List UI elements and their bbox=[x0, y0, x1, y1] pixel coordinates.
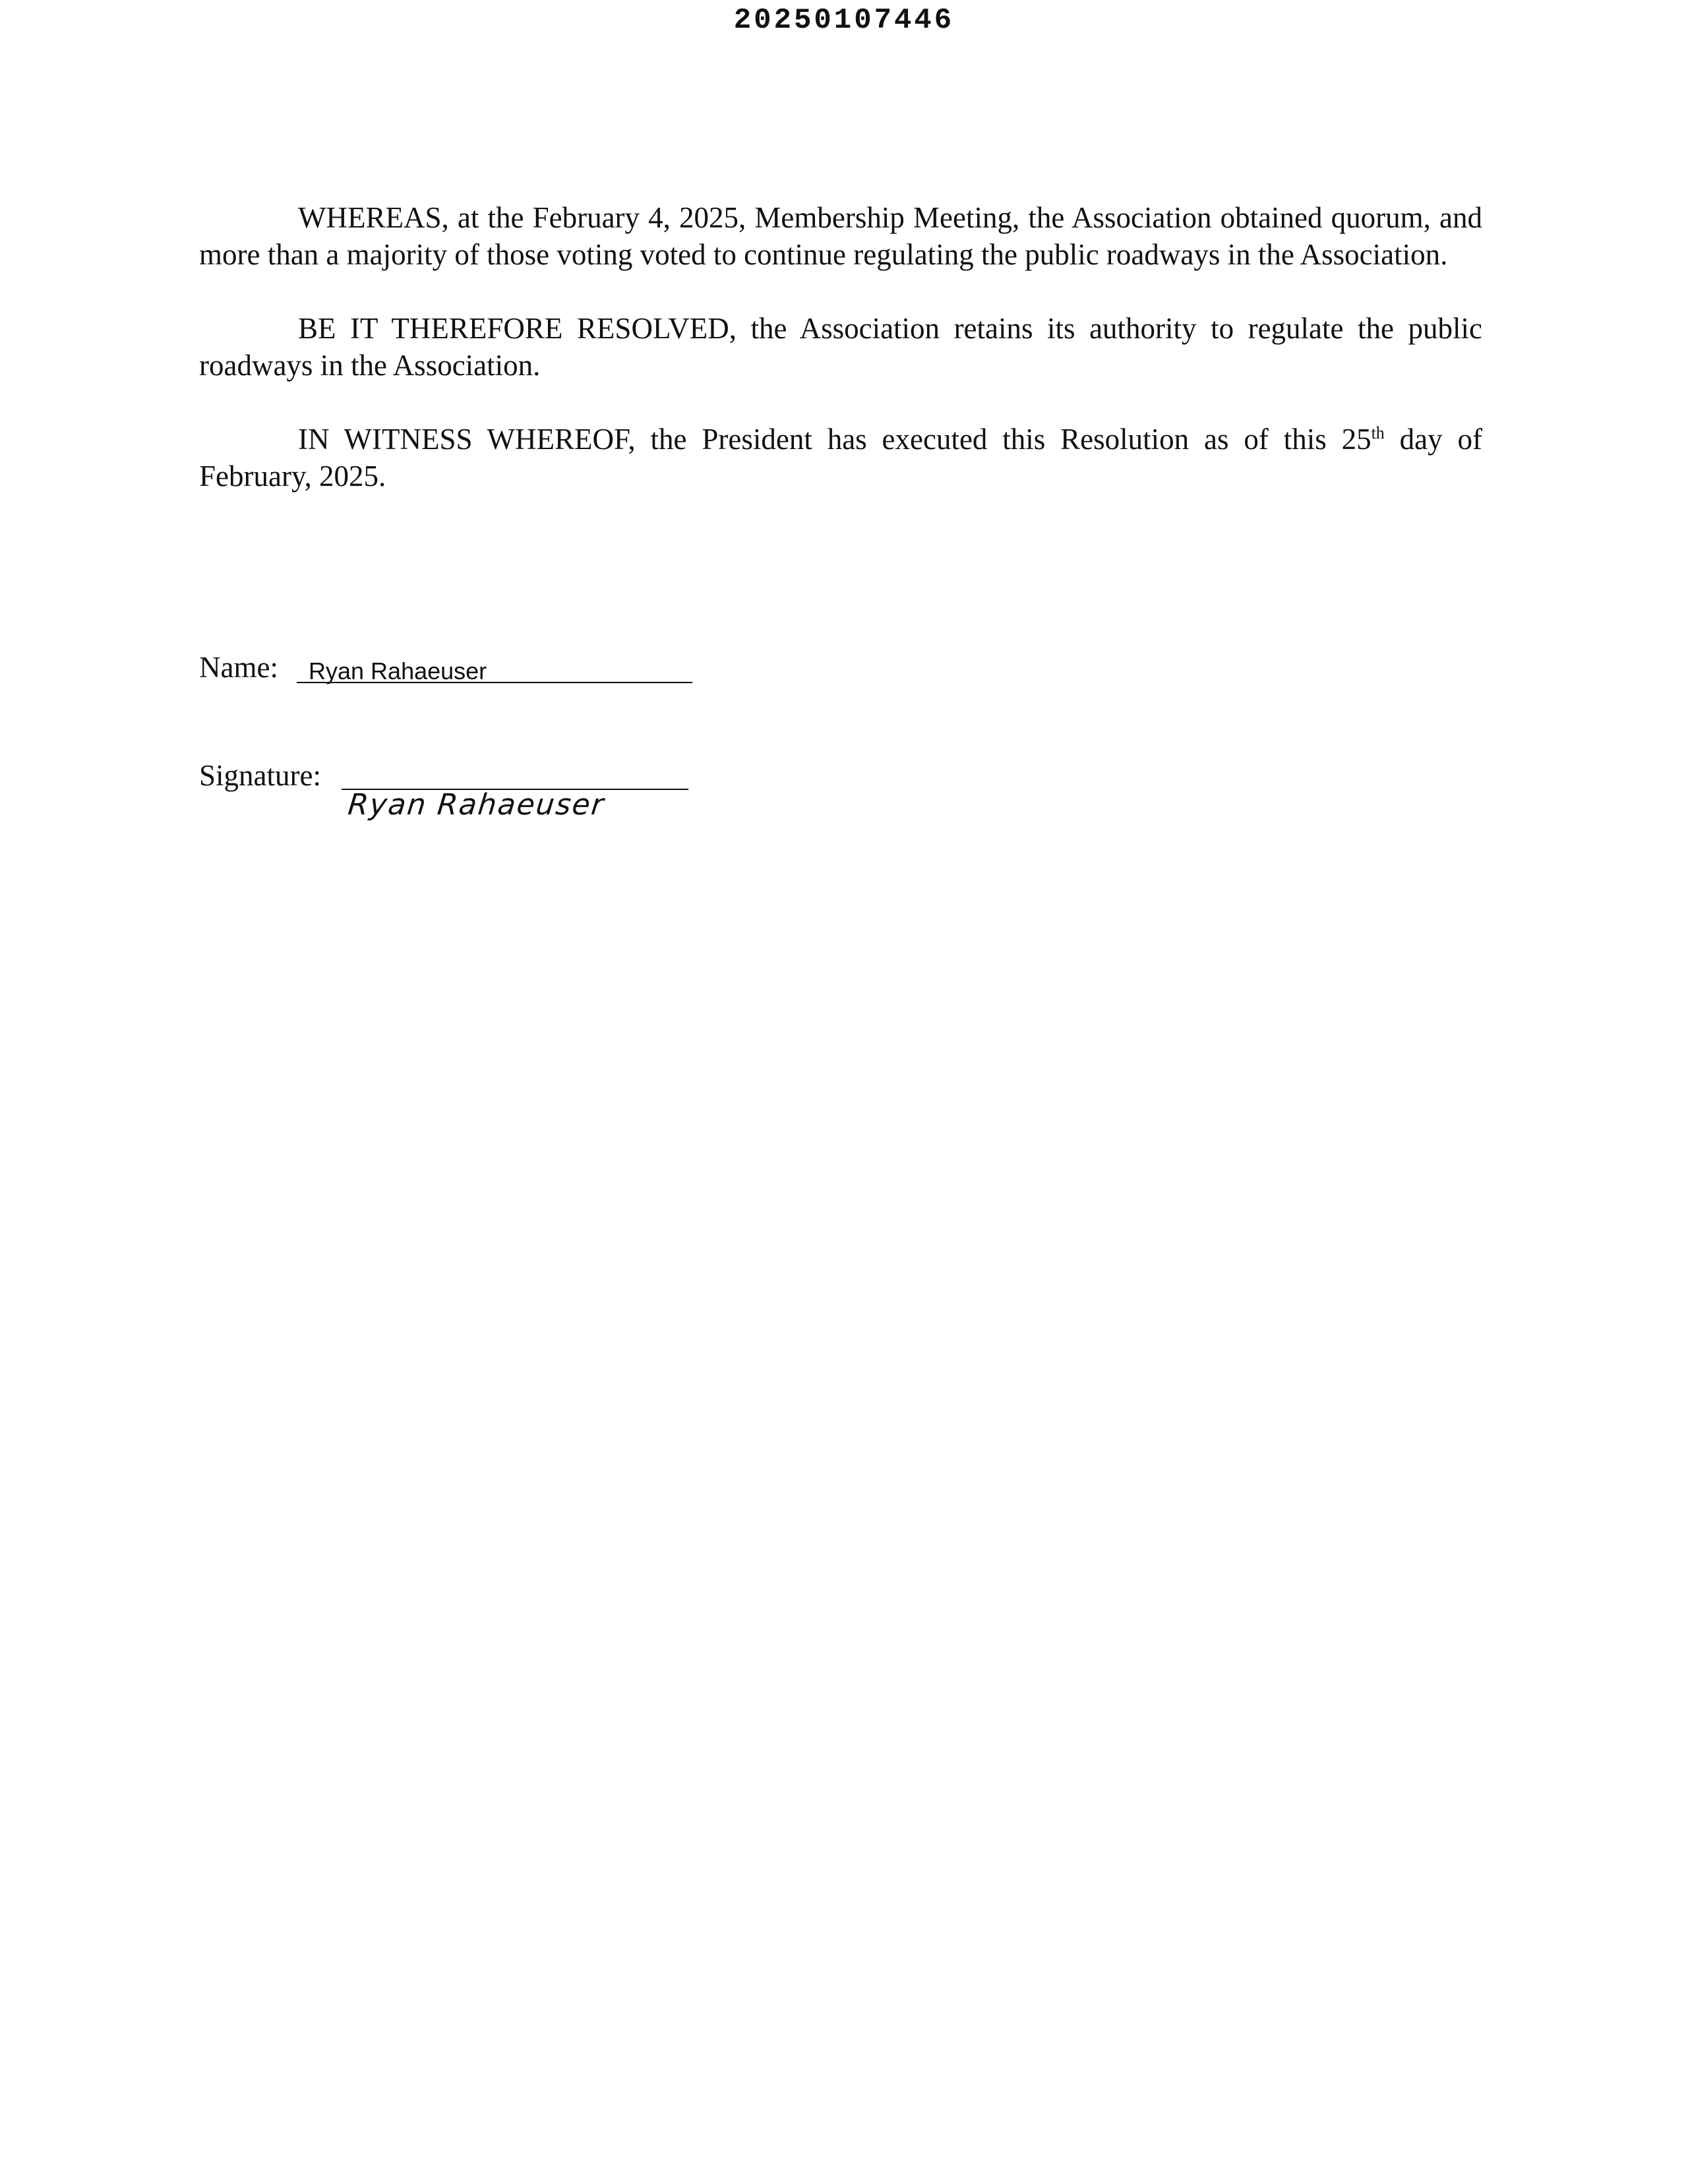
name-value: Ryan Rahaeuser bbox=[309, 657, 487, 684]
name-label: Name: bbox=[199, 651, 278, 684]
document-number: 20250107446 bbox=[733, 4, 955, 37]
whereas-paragraph: WHEREAS, at the February 4, 2025, Membership Meeting, the Association obtained quorum, and more than a majority of those voting voted to continue regulating the public roadways in the Association. bbox=[199, 201, 1482, 271]
resolved-paragraph: BE IT THEREFORE RESOLVED, the Association retains its authority to regulate the public roadways in the Association. bbox=[199, 312, 1482, 382]
witness-text-end: day of February, 2025. bbox=[199, 423, 1482, 493]
witness-paragraph bbox=[199, 421, 1482, 495]
signature-label: Signature: bbox=[199, 759, 321, 792]
resolution-body bbox=[199, 199, 1482, 531]
signature-script: Ryan Rahaeuser bbox=[346, 788, 607, 822]
ordinal-suffix: th bbox=[1371, 423, 1385, 442]
witness-text-start: IN WITNESS WHEREOF, the President has executed this Resolution as of this 25 bbox=[298, 423, 1372, 456]
